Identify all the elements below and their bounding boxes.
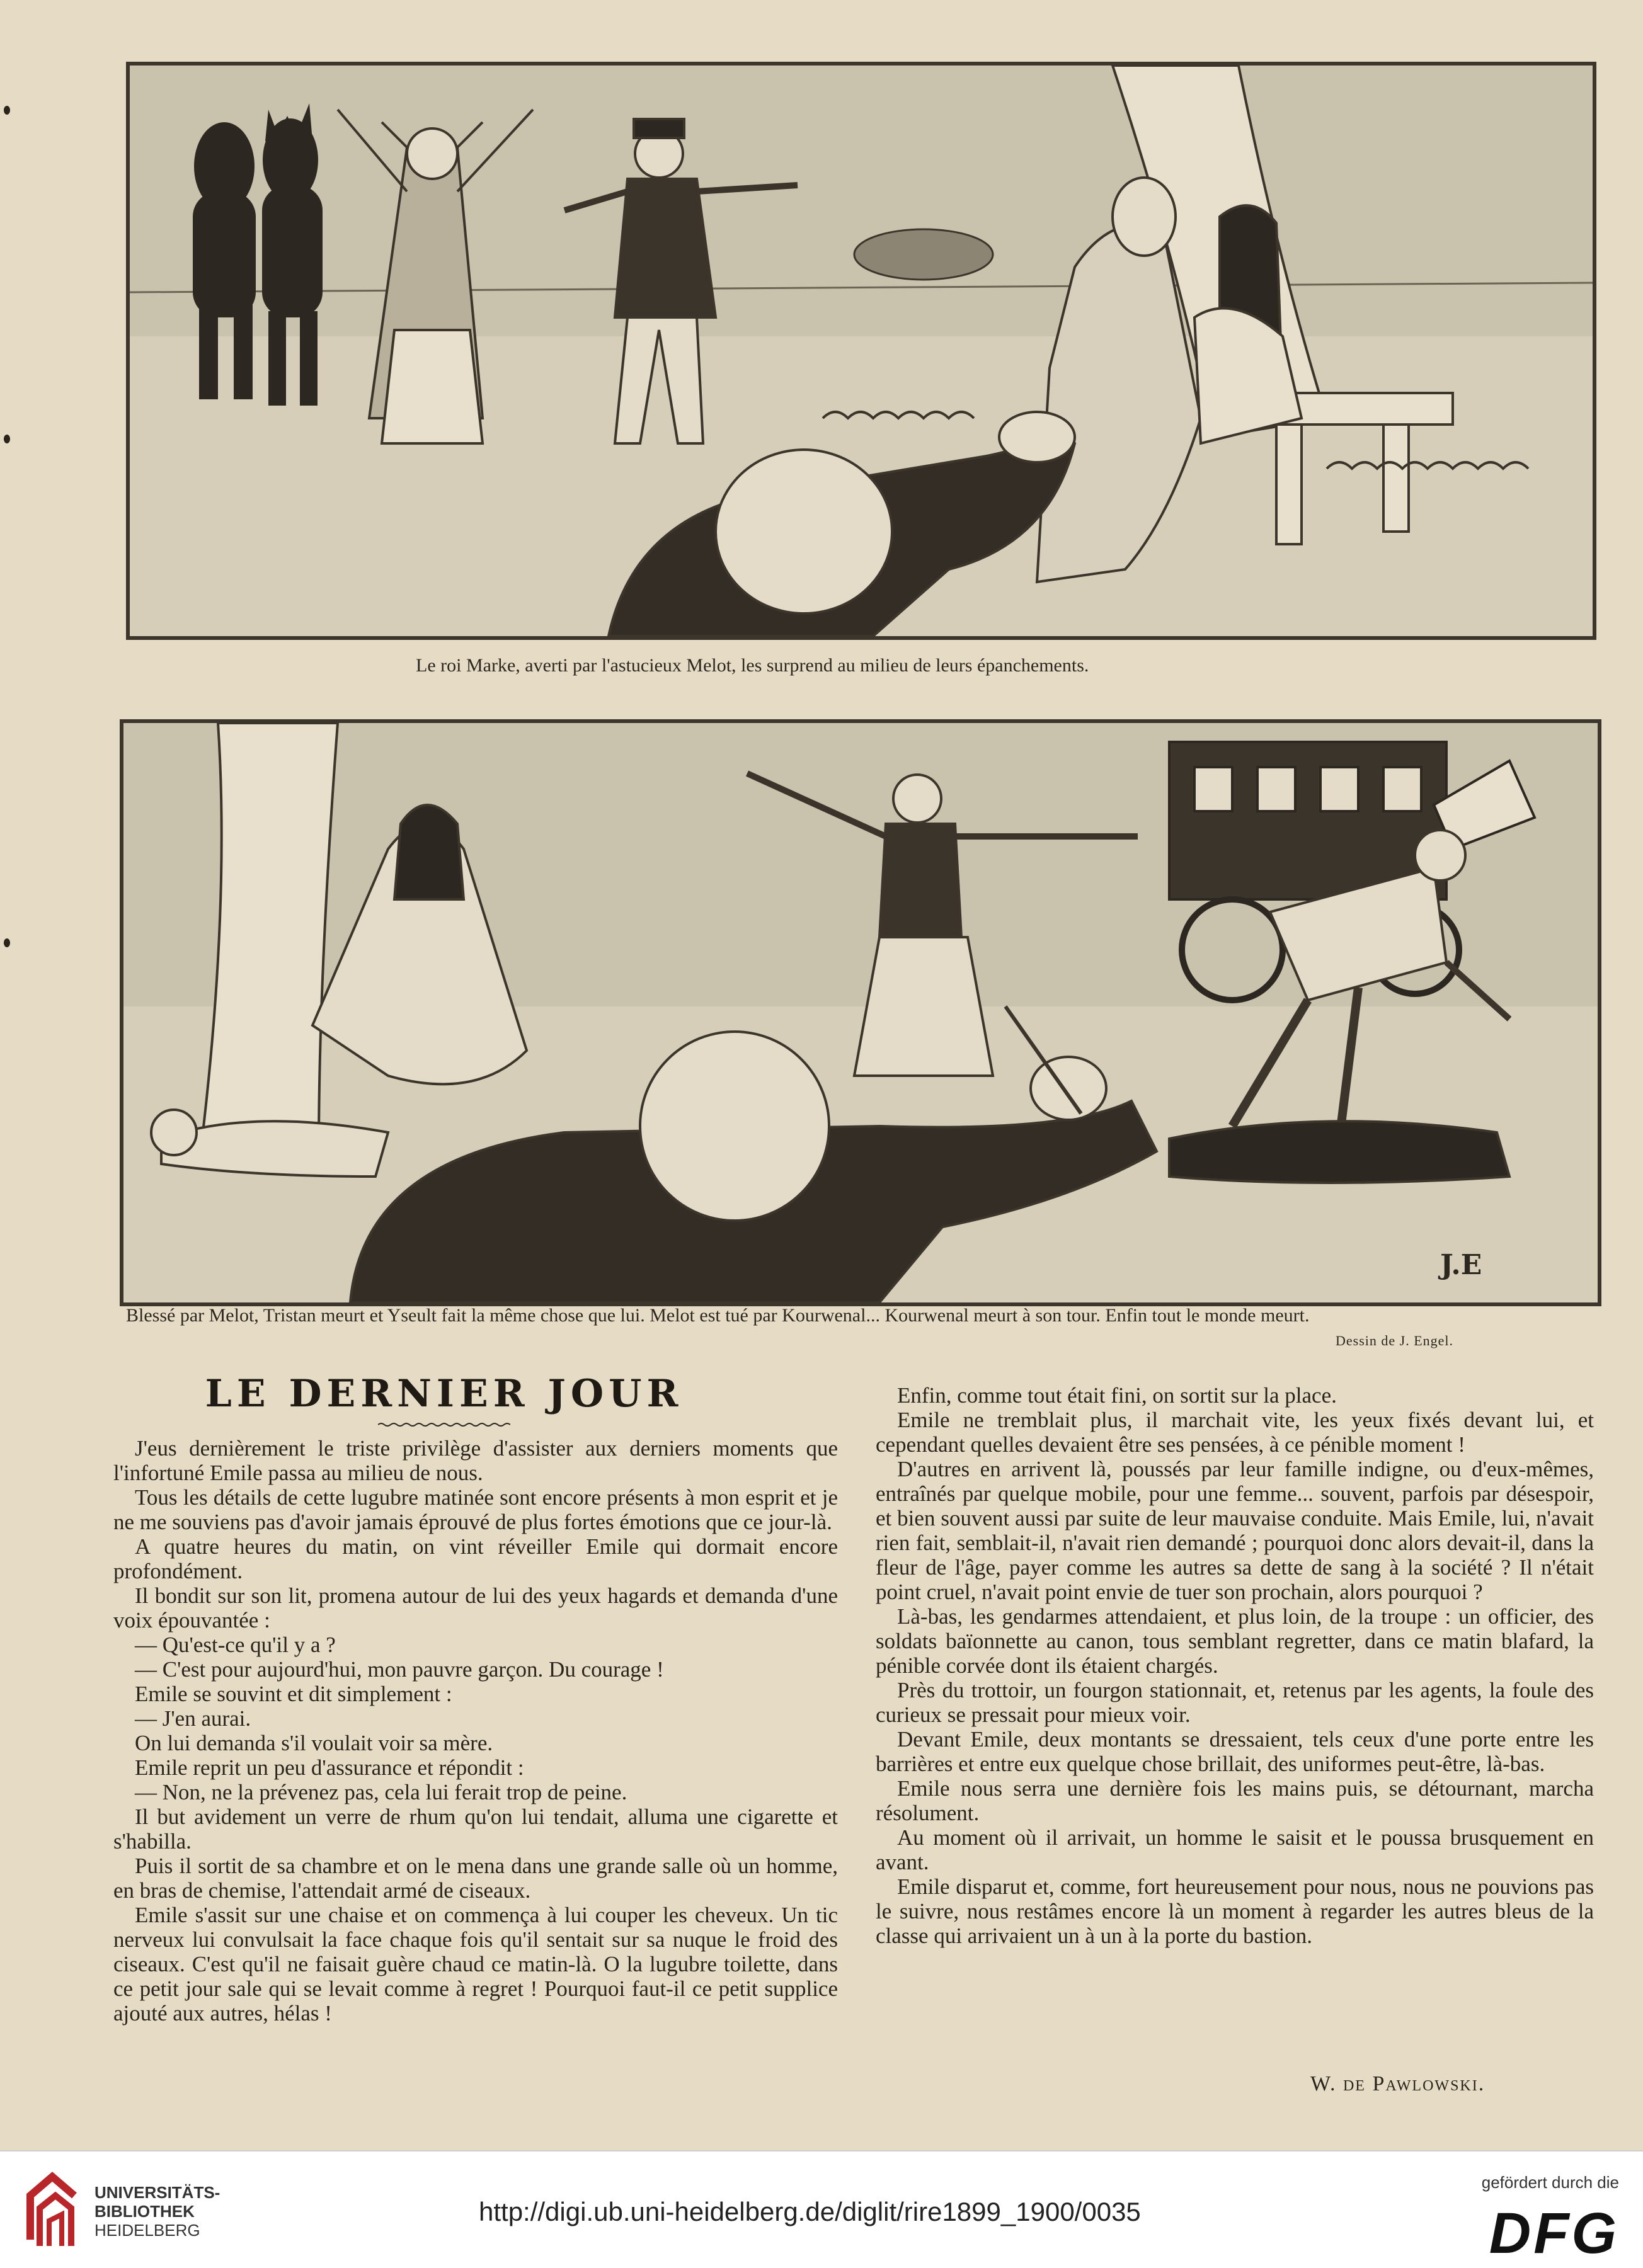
library-name-line: UNIVERSITÄTS- — [94, 2183, 220, 2202]
university-library-logo-icon — [18, 2170, 87, 2252]
margin-mark — [4, 938, 10, 947]
dfg-logo: DFG — [1489, 2201, 1619, 2265]
paragraph: J'eus dernièrement le triste privilège d'assister aux derniers moments que l'infortuné Emile passa au milieu de nous. — [113, 1436, 838, 1485]
paragraph: Emile se souvint et dit simplement : — [135, 1682, 452, 1706]
illustration-drawing — [130, 66, 1593, 636]
article-title: LE DERNIER JOUR — [205, 1372, 684, 1416]
paragraph: Puis il sortit de sa chambre et on le mena dans une grande salle où un homme, en bras de chemise, l'attendait armé de ciseaux. — [113, 1854, 838, 1903]
illustration-drawing — [123, 723, 1598, 1302]
paragraph: Emile s'assit sur une chaise et on commença à lui couper les cheveux. Un tic nerveux lui convulsait la face chaque fois qu'il sentait sur sa nuque le froid des ciseaux. C'est qu'il ne faisait guère chaud ce matin-là. O la lugubre toilette, dans ce petit jour sale qui se levait comme à regret ! Pourquoi faut-il ce petit supplice ajouté aux autres, hélas ! — [113, 1903, 838, 2026]
paragraph: Emile reprit un peu d'assurance et répondit : — [135, 1755, 524, 1780]
illustration-caption: Le roi Marke, averti par l'astucieux Melot, les surprend au milieu de leurs épanchements. — [416, 655, 1089, 676]
paragraph: Tous les détails de cette lugubre matinée sont encore présents à mon esprit et je ne me souviens pas d'avoir jamais éprouvé de plus fortes émotions que ce jour-là. — [113, 1485, 838, 1534]
dialogue-line: — J'en aurai. — [135, 1706, 251, 1731]
margin-mark — [4, 435, 10, 443]
paragraph: Emile disparut et, comme, fort heureusement pour nous, nous ne pouvions pas le suivre, nous restâmes encore là un moment à regarder les autres bleus de la classe qui arrivaient un à un à la porte du bastion. — [876, 1874, 1594, 1948]
article-column-left — [113, 1436, 838, 2026]
library-name-line: HEIDELBERG — [94, 2221, 200, 2240]
paragraph: D'autres en arrivent là, poussés par leur famille indigne, ou d'eux-mêmes, entraînés par quelque mobile, pour une femme... souvent, parfois par désespoir, et bien souvent aussi par suite de leur mauvaise conduite. Mais Emile, lui, n'avait rien fait, semblait-il, n'avait rien demandé ; pourquoi donc alors devait-il, dans la fleur de l'âge, payer comme les autres sa dette de sang à la société ? Il n'était point cruel, n'avait point envie de tuer son prochain, alors pourquoi ? — [876, 1457, 1594, 1604]
paragraph: Au moment où il arrivait, un homme le saisit et le poussa brusquement en avant. — [876, 1825, 1594, 1874]
permalink-url[interactable]: http://digi.ub.uni-heidelberg.de/diglit/rire1899_1900/0035 — [479, 2197, 1141, 2226]
illustration-credit: Dessin de J. Engel. — [1336, 1333, 1454, 1348]
digitization-footer — [0, 2150, 1643, 2268]
paragraph: Emile nous serra une dernière fois les mains puis, se détournant, marcha résolument. — [876, 1776, 1594, 1825]
illustration-caption: Blessé par Melot, Tristan meurt et Yseult fait la même chose que lui. Melot est tué par Kourwenal... Kourwenal meurt à son tour. Enfin tout le monde meurt. — [126, 1305, 1310, 1326]
illustration-king-marke — [126, 62, 1596, 640]
paragraph: Emile ne tremblait plus, il marchait vite, les yeux fixés devant lui, et cependant quelles devaient être ses pensées, à ce pénible moment ! — [876, 1408, 1594, 1457]
paragraph: Enfin, comme tout était fini, on sortit sur la place. — [897, 1383, 1337, 1408]
funding-note: gefördert durch die — [1481, 2173, 1619, 2192]
artist-monogram: J.E — [1440, 1249, 1482, 1281]
paragraph: Il but avidement un verre de rhum qu'on lui tendait, alluma une cigarette et s'habilla. — [113, 1804, 838, 1854]
paragraph: Près du trottoir, un fourgon stationnait, et, retenus par les agents, la foule des curieux se pressait pour mieux voir. — [876, 1678, 1594, 1727]
university-library-name — [94, 2183, 220, 2240]
library-name-line: BIBLIOTHEK — [94, 2202, 195, 2221]
paragraph: Il bondit sur son lit, promena autour de lui des yeux hagards et demanda d'une voix épouvantée : — [113, 1583, 838, 1633]
article-column-right — [876, 1383, 1594, 1948]
paragraph: Là-bas, les gendarmes attendaient, et plus loin, de la troupe : un officier, des soldats baïonnette au canon, tous semblant regretter, dans ce matin blafard, la pénible corvée dont ils étaient chargés. — [876, 1604, 1594, 1678]
margin-mark — [4, 106, 10, 115]
paragraph: Devant Emile, deux montants se dressaient, tels ceux d'une porte entre les barrières et entre eux quelque chose brillait, des uniformes peut-être, là-bas. — [876, 1727, 1594, 1776]
author-signature: W. de Pawlowski. — [1310, 2072, 1486, 2095]
paragraph: On lui demanda s'il voulait voir sa mère. — [135, 1731, 493, 1755]
paragraph: A quatre heures du matin, on vint réveiller Emile qui dormait encore profondément. — [113, 1534, 838, 1583]
dialogue-line: — Qu'est-ce qu'il y a ? — [135, 1633, 336, 1657]
dialogue-line: — C'est pour aujourd'hui, mon pauvre garçon. Du courage ! — [135, 1657, 664, 1682]
illustration-everyone-dies — [120, 719, 1601, 1306]
title-ornament — [378, 1422, 510, 1427]
dialogue-line: — Non, ne la prévenez pas, cela lui ferait trop de peine. — [135, 1780, 627, 1804]
